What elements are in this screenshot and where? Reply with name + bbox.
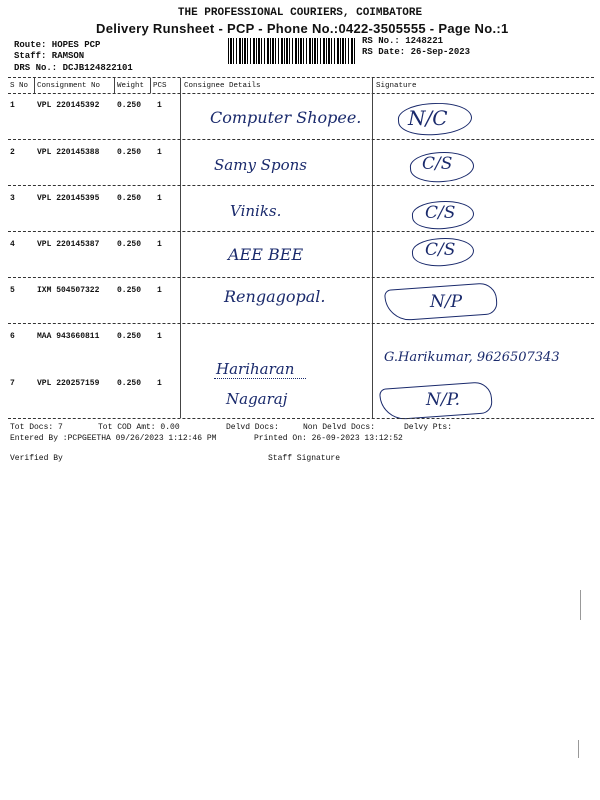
row-pcs: 1 xyxy=(157,379,162,388)
row-consignee-handwritten: Rengagopal. xyxy=(224,287,326,306)
row-sno: 6 xyxy=(10,332,15,341)
row-pcs: 1 xyxy=(157,194,162,203)
signature-scribble xyxy=(384,282,498,322)
col-pcs: PCS xyxy=(153,82,167,90)
row-consignee-handwritten: Hariharan xyxy=(216,360,295,378)
row-weight: 0.250 xyxy=(117,148,142,157)
col-divider xyxy=(180,78,181,418)
col-sno: S No xyxy=(10,82,29,90)
row-pcs: 1 xyxy=(157,101,162,110)
scan-mark xyxy=(580,590,581,620)
row-signature-handwritten: N/C xyxy=(408,106,448,130)
verified-by: Verified By xyxy=(10,454,63,463)
row-signature-handwritten: C/S xyxy=(422,154,453,174)
printed-on: Printed On: 26-09-2023 13:12:52 xyxy=(254,434,403,443)
handwriting-underline xyxy=(214,378,306,379)
row-weight: 0.250 xyxy=(117,286,142,295)
row-signature-handwritten: C/S xyxy=(425,240,456,260)
row-consignment: VPL 220145388 xyxy=(37,148,100,157)
row-rule xyxy=(8,185,594,186)
runsheet-title: Delivery Runsheet - PCP - Phone No.:0422-3505555 - Page No.:1 xyxy=(96,21,509,36)
row-weight: 0.250 xyxy=(117,101,142,110)
rs-number: RS No.: 1248221 xyxy=(362,36,444,46)
row-sno: 3 xyxy=(10,194,15,203)
row-consignee-handwritten: Viniks. xyxy=(230,202,282,220)
company-name: THE PROFESSIONAL COURIERS, COIMBATORE xyxy=(177,7,423,19)
row-consignment: VPL 220257159 xyxy=(37,379,100,388)
row-consignee-handwritten: Nagaraj xyxy=(226,390,288,408)
row-consignment: VPL 220145392 xyxy=(37,101,100,110)
col-weight: Weight xyxy=(117,82,145,90)
row-pcs: 1 xyxy=(157,286,162,295)
staff-signature: Staff Signature xyxy=(268,454,341,463)
non-delivered-docs: Non Delvd Docs: xyxy=(303,423,376,432)
row-sno: 1 xyxy=(10,101,15,110)
table-bottom-rule xyxy=(8,418,594,419)
row-consignment: VPL 220145387 xyxy=(37,240,100,249)
barcode xyxy=(228,38,356,64)
row-consignment: MAA 943660811 xyxy=(37,332,100,341)
signature-scribble xyxy=(411,236,475,268)
total-docs: Tot Docs: 7 xyxy=(10,423,63,432)
rs-date: RS Date: 26-Sep-2023 xyxy=(362,47,471,57)
route-label: Route: HOPES PCP xyxy=(14,40,101,50)
drs-number: DRS No.: DCJB124822101 xyxy=(14,63,133,73)
row-sno: 2 xyxy=(10,148,15,157)
row-sno: 4 xyxy=(10,240,15,249)
delivered-docs: Delvd Docs: xyxy=(226,423,279,432)
row-pcs: 1 xyxy=(157,332,162,341)
signature-scribble xyxy=(411,199,475,231)
entered-by: Entered By :PCPGEETHA 09/26/2023 1:12:46 PM xyxy=(10,434,217,443)
col-divider xyxy=(114,78,115,93)
row-weight: 0.250 xyxy=(117,379,142,388)
row-sno: 7 xyxy=(10,379,15,388)
row-pcs: 1 xyxy=(157,240,162,249)
row-sno: 5 xyxy=(10,286,15,295)
row-signature-handwritten: G.Harikumar, 9626507343 xyxy=(384,350,560,365)
row-rule xyxy=(8,323,594,324)
staff-label: Staff: RAMSON xyxy=(14,51,85,61)
row-consignee-handwritten: Samy Spons xyxy=(214,156,307,174)
row-pcs: 1 xyxy=(157,148,162,157)
row-consignment: VPL 220145395 xyxy=(37,194,100,203)
row-rule xyxy=(8,139,594,140)
row-signature-handwritten: C/S xyxy=(425,203,456,223)
row-consignee-handwritten: Computer Shopee. xyxy=(210,108,362,127)
signature-scribble xyxy=(409,150,475,184)
scan-mark xyxy=(578,740,579,758)
row-rule xyxy=(8,277,594,278)
row-signature-handwritten: N/P. xyxy=(426,390,460,410)
col-signature: Signature xyxy=(376,82,417,90)
row-weight: 0.250 xyxy=(117,332,142,341)
row-signature-handwritten: N/P xyxy=(430,292,463,312)
header-bottom-rule xyxy=(8,93,594,94)
delivery-pts: Delvy Pts: xyxy=(404,423,453,432)
total-cod: Tot COD Amt: 0.00 xyxy=(98,423,180,432)
col-divider xyxy=(150,78,151,93)
row-consignment: IXM 504507322 xyxy=(37,286,100,295)
col-consignee: Consignee Details xyxy=(184,82,261,90)
row-rule xyxy=(8,231,594,232)
signature-scribble xyxy=(379,381,493,421)
row-consignee-handwritten: AEE BEE xyxy=(228,245,304,264)
col-divider xyxy=(372,78,373,418)
row-weight: 0.250 xyxy=(117,194,142,203)
col-divider xyxy=(34,78,35,93)
header-top-rule xyxy=(8,77,594,78)
row-weight: 0.250 xyxy=(117,240,142,249)
col-consignment: Consignment No xyxy=(37,82,101,90)
